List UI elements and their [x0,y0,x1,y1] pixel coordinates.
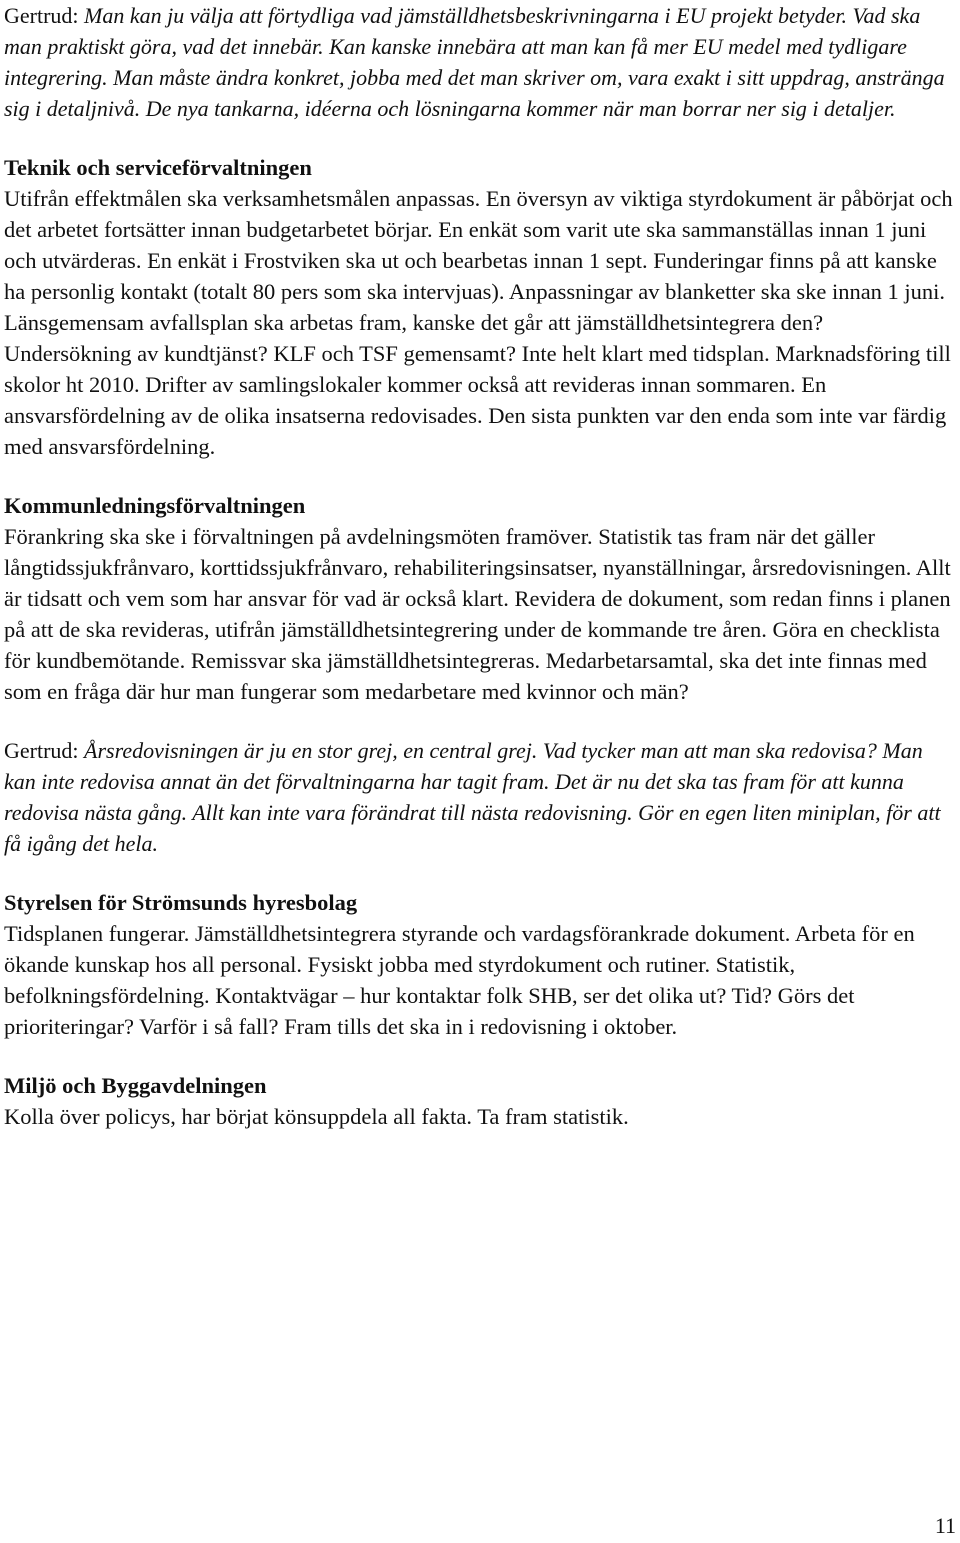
speaker-block-gertrud-2 [4,735,954,859]
speaker-quote: Man kan ju välja att förtydliga vad jämställdhetsbeskrivningarna i EU projekt betyder. Vad ska man praktiskt göra, vad det innebär. Kan kanske innebära att man kan få mer EU medel med tydligare integrering. Man måste ändra konkret, jobba med det man skriver om, vara exakt i sitt uppdrag, anstränga sig i detaljnivå. De nya tankarna, idéerna och lösningarna kommer när man borrar ner sig i detaljer. [4,3,945,121]
section-heading: Miljö och Byggavdelningen [4,1073,267,1098]
section-heading: Teknik och serviceförvaltningen [4,155,312,180]
section-kommunledningsforvaltningen [4,490,954,707]
page-number: 11 [934,1513,956,1538]
speaker-block-gertrud-1 [4,0,954,124]
speaker-name: Gertrud: [4,738,79,763]
section-teknik-och-serviceforvaltningen [4,152,954,462]
section-miljo-och-byggavdelningen [4,1070,954,1132]
section-heading: Styrelsen för Strömsunds hyresbolag [4,890,358,915]
section-body: Förankring ska ske i förvaltningen på avdelningsmöten framöver. Statistik tas fram när det gäller långtidssjukfrånvaro, korttidssjukfrånvaro, rehabiliteringsinsatser, nyanställningar, årsredovisningen. Allt är tidsatt och vem som har ansvar för vad är också klart. Revidera de dokument, som redan finns i planen på att de ska revideras, utifrån jämställdhetsintegrering under de kommande tre åren. Göra en checklista för kundbemötande. Remissvar ska jämställdhetsintegreras. Medarbetarsamtal, ska det inte finnas med som en fråga där hur man fungerar som medarbetare med kvinnor och män? [4,524,951,704]
section-body: Tidsplanen fungerar. Jämställdhetsintegrera styrande och vardagsförankrade dokument. Arbeta för en ökande kunskap hos all personal. Fysiskt jobba med styrdokument och rutiner. Statistik, befolkningsfördelning. Kontaktvägar – hur kontaktar folk SHB, ser det olika ut? Tid? Görs det prioriteringar? Varför i så fall? Fram tills det ska in i redovisning i oktober. [4,921,915,1039]
speaker-name: Gertrud: [4,3,79,28]
document-page [4,0,954,1160]
section-heading: Kommunledningsförvaltningen [4,493,306,518]
section-body: Utifrån effektmålen ska verksamhetsmålen anpassas. En översyn av viktiga styrdokument är påbörjat och det arbetet fortsätter innan budgetarbetet börjar. En enkät som varit ute ska sammanställas innan 1 juni och utvärderas. En enkät i Frostviken ska ut och bearbetas innan 1 sept. Funderingar finns på att kanske ha personlig kontakt (totalt 80 pers som ska intervjuas). Anpassningar av blanketter ska ske innan 1 juni. Länsgemensam avfallsplan ska arbetas fram, kanske det går att jämställdhetsintegrera den? Undersökning av kundtjänst? KLF och TSF gemensamt? Inte helt klart med tidsplan. Marknadsföring till skolor ht 2010. Drifter av samlingslokaler kommer också att revideras innan sommaren. En ansvarsfördelning av de olika insatserna redovisades. Den sista punkten var den enda som inte var färdig med ansvarsfördelning. [4,186,953,459]
speaker-quote: Årsredovisningen är ju en stor grej, en central grej. Vad tycker man att man ska redovisa? Man kan inte redovisa annat än det förvaltningarna har tagit fram. Det är nu det ska tas fram för att kunna redovisa nästa gång. Allt kan inte vara förändrat till nästa redovisning. Gör en egen liten miniplan, för att få igång det hela. [4,738,941,856]
section-body: Kolla över policys, har börjat könsuppdela all fakta. Ta fram statistik. [4,1104,629,1129]
speaker-paragraph [4,735,954,859]
speaker-paragraph [4,0,954,124]
section-styrelsen-for-stromsunds-hyresbolag [4,887,954,1042]
